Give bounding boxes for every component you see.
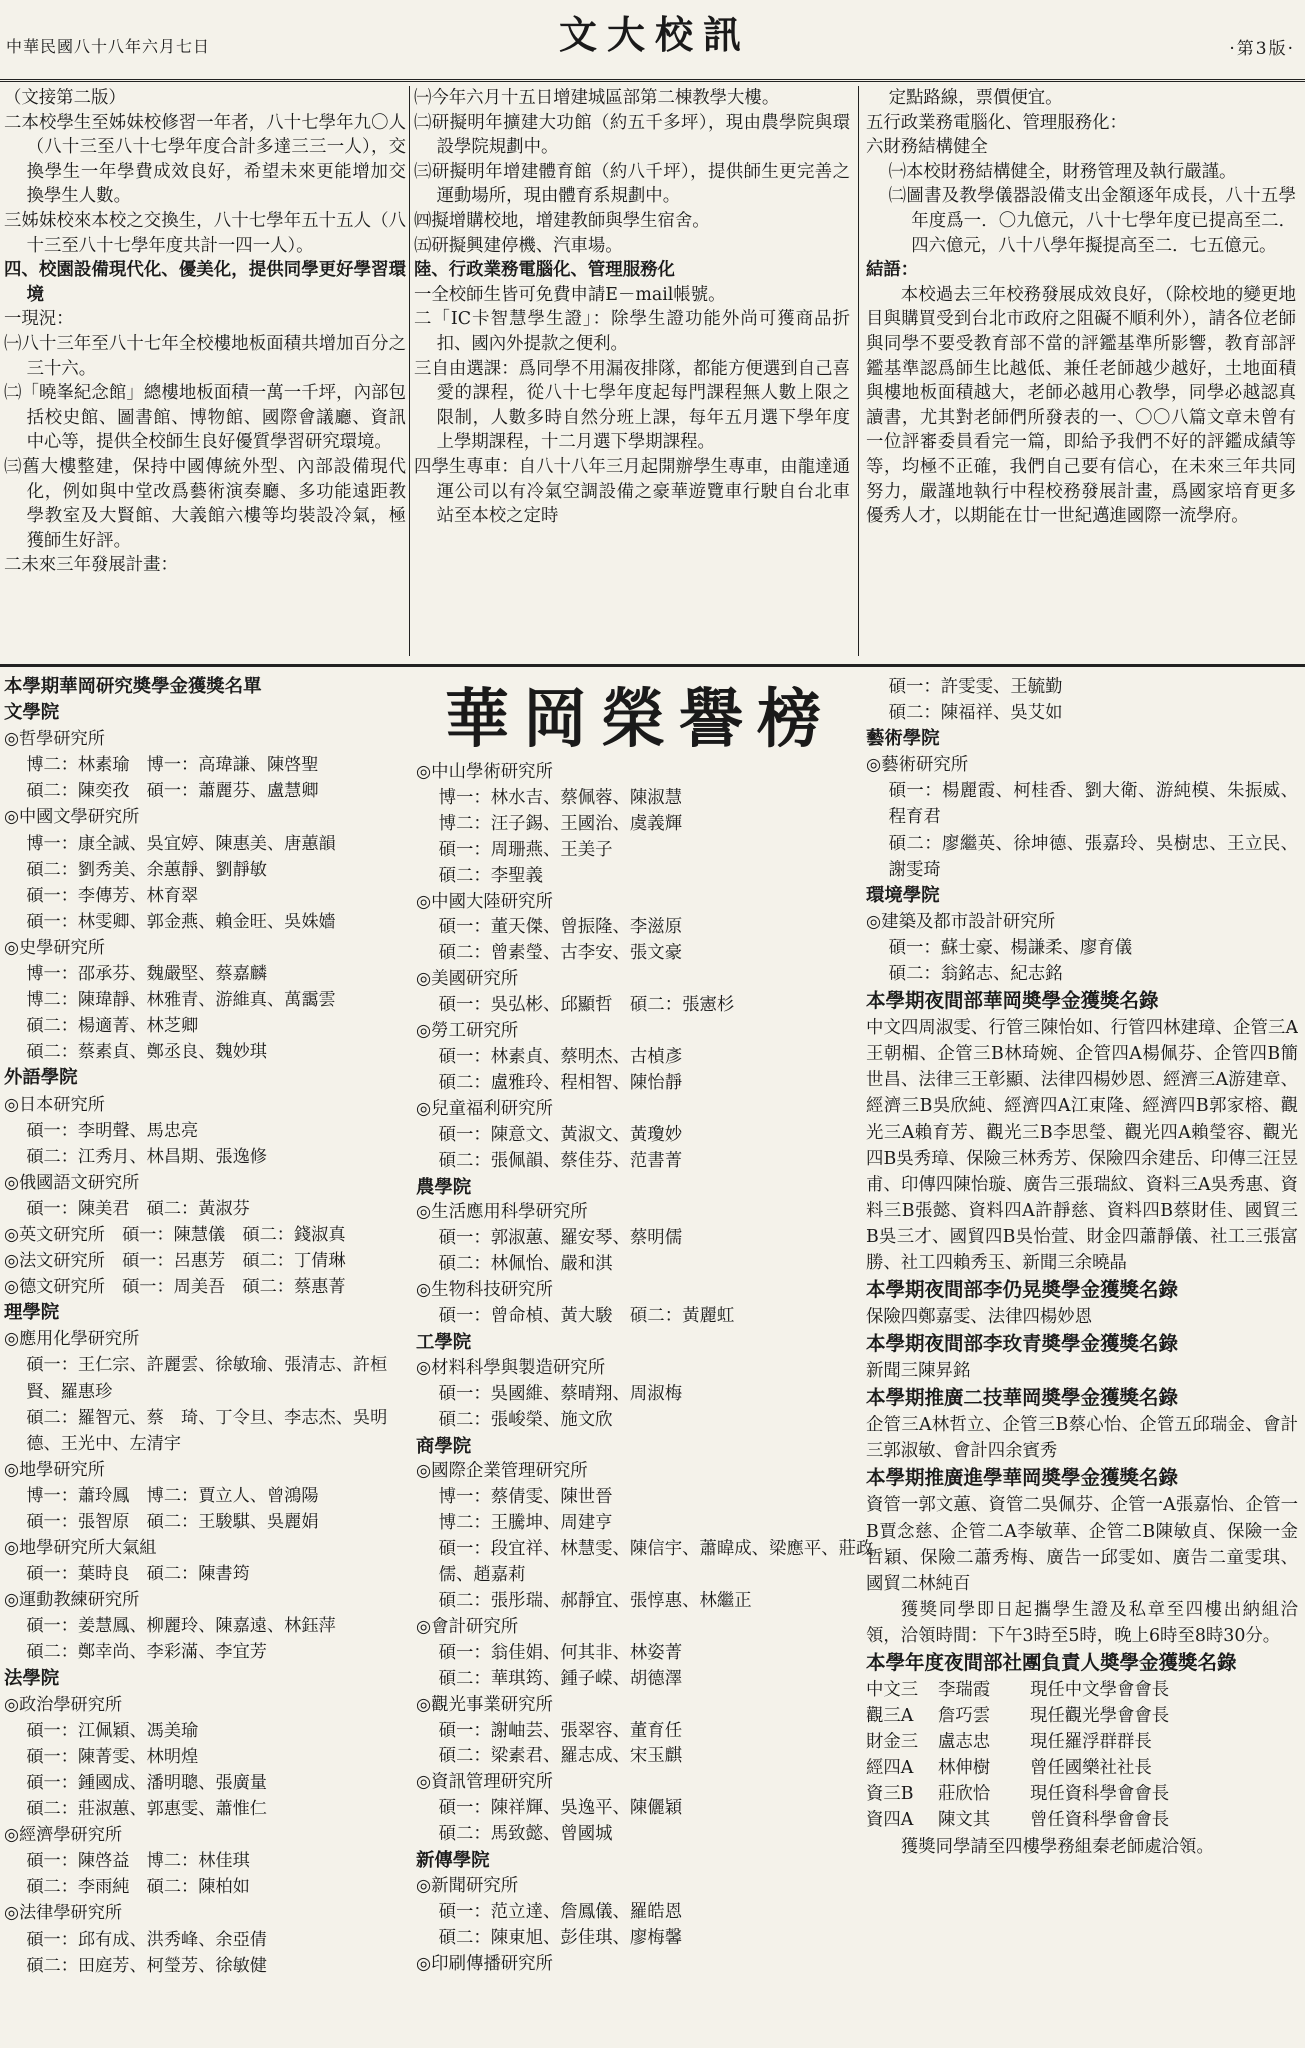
class-name: 觀三A bbox=[866, 1706, 914, 1727]
recipient-line: 碩二：劉秀美、余蕙靜、劉靜敏 bbox=[26, 859, 267, 880]
recipient-line: 碩一：蘇士豪、楊謙柔、廖育儀 bbox=[888, 937, 1133, 958]
recipient-line: 碩一：郭淑蕙、羅安琴、蔡明儒 bbox=[438, 1228, 683, 1249]
research-scholarship-list-continued bbox=[416, 760, 876, 2044]
club-award-row bbox=[866, 1755, 1298, 1781]
institute-name: ◎英文研究所 碩一：陳慧儀 碩二：錢淑真 bbox=[4, 1224, 346, 1245]
club-award-row bbox=[866, 1703, 1298, 1729]
institute-name: ◎俄國語文研究所 bbox=[4, 1172, 140, 1193]
paragraph: ㈣擬增購校地，增建教師與學生宿舍。 bbox=[414, 210, 710, 231]
college-heading: 商學院 bbox=[416, 1435, 472, 1457]
recipient-line: 碩二：莊淑蕙、郭惠雯、蕭惟仁 bbox=[26, 1799, 267, 1820]
institute-name: ◎地學研究所 bbox=[4, 1459, 105, 1480]
section-divider bbox=[0, 664, 1305, 667]
institute-name: ◎國際企業管理研究所 bbox=[416, 1461, 588, 1482]
paragraph: 本校過去三年校務發展成效良好，（除校地的變更地目與購買受到台北市政府之阻礙不順利外），請各位老師與同學不要受教育部不當的評鑑基準所影響，教育部評鑑基準認爲師生比越低、兼任老師越少越好，土地面積與樓地板面積越大，老師必越用心教學，同學必越認真讀書，尤其對老師們所發表的一、〇〇八篇文章未曾有一位評審委員看完一篇，即給予我們不好的評鑑成績等等，均極不正確，我們自己要有信心，在未來三年共同努力，嚴謹地執行中程校務發展計畫，爲國家培育更多優秀人才，以期能在廿一世紀邁進國際一流學府。 bbox=[866, 284, 1296, 527]
award-list bbox=[866, 674, 1298, 987]
page-number: ·第3版· bbox=[1229, 39, 1295, 59]
recipient-line: 碩一：曾命楨、黃大駿 碩二：黃麗虹 bbox=[438, 1306, 735, 1327]
honor-roll-banner: 華岡榮譽榜 bbox=[445, 683, 835, 757]
class-name: 財金三 bbox=[866, 1732, 919, 1753]
recipient-name: 盧志忠 bbox=[938, 1732, 991, 1753]
institute-name: ◎勞工研究所 bbox=[416, 1021, 519, 1042]
recipient-name: 李瑞霞 bbox=[938, 1680, 991, 1700]
award-list bbox=[4, 700, 414, 1979]
paragraph: ㈠八十三年至八十七年全校樓地板面積共增加百分之三十六。 bbox=[4, 333, 406, 379]
recipient-name: 詹巧雲 bbox=[938, 1706, 991, 1727]
institute-name: ◎資訊管理研究所 bbox=[416, 1772, 553, 1793]
institute-name: ◎會計研究所 bbox=[416, 1616, 519, 1637]
recipient-name: 莊欣恰 bbox=[938, 1784, 991, 1805]
recipient-line: 碩二：田庭芳、柯瑩芳、徐敏健 bbox=[26, 1955, 267, 1976]
paragraph: 定點路線，票價便宜。 bbox=[888, 88, 1063, 108]
club-award-list bbox=[866, 1677, 1298, 1834]
club-award-row bbox=[866, 1807, 1298, 1833]
recipient-line: 碩二：江秀月、林昌期、張逸修 bbox=[26, 1146, 267, 1167]
recipient-line: 碩一：鍾國成、潘明聰、張廣量 bbox=[26, 1772, 267, 1793]
recipient-line: 碩一：范立達、詹鳳儀、羅皓恩 bbox=[438, 1901, 683, 1922]
recipient-line: 碩一：林雯卿、郭金燕、賴金旺、吳姝嬙 bbox=[26, 911, 336, 932]
recipient-line: 碩二：曾素瑩、古李安、張文豪 bbox=[438, 943, 683, 964]
recipient-line: 博一：蔡倩雯、陳世晉 bbox=[438, 1487, 613, 1508]
list-title: 本學期華岡研究奬學金獲獎名單 bbox=[4, 676, 262, 697]
recipient-line: 碩一：吳國維、蔡晴翔、周淑梅 bbox=[438, 1383, 683, 1404]
recipient-line: 碩一：陳意文、黃淑文、黃瓊妙 bbox=[438, 1124, 683, 1145]
recipient-line: 碩一：段宜祥、林慧雯、陳信宇、蕭暐成、梁應平、莊政儒、趙嘉莉 bbox=[438, 1539, 874, 1586]
recipient-line: 碩二：張彤瑞、郝靜宜、張惇惠、林繼正 bbox=[438, 1591, 752, 1611]
column-divider bbox=[858, 86, 859, 656]
institute-name: ◎政治學研究所 bbox=[4, 1694, 123, 1715]
recipient-line: 碩二：梁素君、羅志成、宋玉麒 bbox=[438, 1746, 683, 1767]
institute-name: ◎藝術研究所 bbox=[866, 755, 969, 776]
institute-name: ◎地學研究所大氣組 bbox=[4, 1538, 157, 1559]
institute-name: ◎中國文學研究所 bbox=[4, 807, 140, 828]
paragraph: ㈢舊大樓整建，保持中國傳統外型、內部設備現代化，例如與中堂改爲藝術演奏廳、多功能遠距教學教室及大賢館、大義館六樓等均裝設冷氣，極獲師生好評。 bbox=[4, 456, 406, 551]
paragraph: 二未來三年發展計畫： bbox=[4, 555, 178, 576]
recipient-line: 碩一：王仁宗、許麗雲、徐敏瑜、張清志、許桓賢、羅惠珍 bbox=[26, 1355, 388, 1402]
institute-name: ◎運動教練研究所 bbox=[4, 1590, 140, 1611]
recipient-line: 碩一：董天傑、曾振隆、李滋原 bbox=[438, 917, 683, 938]
recipient-line: 博一：蕭玲鳳 博二：賈立人、曾鴻陽 bbox=[26, 1485, 319, 1506]
recipient-line: 碩二：陳東旭、彭佳琪、廖梅馨 bbox=[438, 1927, 683, 1948]
recipient-line: 碩一：陳祥輝、吳逸平、陳儷穎 bbox=[438, 1798, 683, 1819]
club-award-row bbox=[866, 1781, 1298, 1807]
class-name: 經四A bbox=[866, 1758, 914, 1779]
institute-name: ◎生活應用科學研究所 bbox=[416, 1202, 588, 1223]
paragraph: ㈤研擬興建停機、汽車場。 bbox=[414, 235, 623, 256]
institute-name: ◎觀光事業研究所 bbox=[416, 1694, 553, 1715]
recipient-line: 碩一：陳菁雯、林明煌 bbox=[26, 1746, 199, 1767]
scholarship-right-column bbox=[866, 674, 1298, 2044]
college-heading: 新傳學院 bbox=[416, 1850, 490, 1872]
top-column-3 bbox=[866, 86, 1296, 656]
paragraph: 三自由選課：爲同學不用漏夜排隊，都能方便選到自己喜愛的課程，從八十七學年度起每門課程無人數上限之限制，人數多時自然分班上課，每年五月選下學年度上學期課程，十二月選下學期課程。 bbox=[414, 358, 850, 453]
list-title: 本學期推廣進學華岡奬學金獲獎名錄 bbox=[866, 1466, 1179, 1490]
recipient-line: 碩二：林佩怡、嚴和淇 bbox=[438, 1254, 613, 1275]
pickup-notice: 獲獎同學請至四樓學務組秦老師處洽領。 bbox=[900, 1836, 1214, 1857]
college-heading: 農學院 bbox=[416, 1176, 472, 1198]
list-title: 本學期夜間部華岡奬學金獲獎名錄 bbox=[866, 989, 1159, 1013]
club-role: 現任羅浮群群長 bbox=[1030, 1732, 1152, 1753]
club-role: 曾任國樂社社長 bbox=[1030, 1758, 1152, 1779]
paragraph: ㈢研擬明年增建體育館（約八千坪），提供師生更完善之運動場所，現由體育系規劃中。 bbox=[414, 161, 850, 207]
paragraph: ㈡「曉峯紀念館」總樓地板面積一萬一千坪，內部包括校史館、圖書館、博物館、國際會議廳、資訊中心等，提供全校師生良好優質學習研究環境。 bbox=[4, 383, 406, 453]
club-role: 現任觀光學會會長 bbox=[1030, 1706, 1170, 1727]
paragraph: 二本校學生至姊妹校修習一年者，八十七學年九〇人（八十三至八十七學年度合計多達三三一人），交換學生一年學費成效良好，希望未來更能增加交換學生人數。 bbox=[4, 112, 406, 207]
recipient-line: 碩一：吳弘彬、邱顯哲 碩二：張憲杉 bbox=[438, 995, 735, 1016]
recipient-line: 碩二：李聖義 bbox=[438, 865, 543, 886]
list-title: 本學年度夜間部社團負責人奬學金獲獎名錄 bbox=[866, 1651, 1237, 1674]
recipient-line: 碩二：陳奕孜 碩一：蕭麗芬、盧慧卿 bbox=[26, 781, 319, 802]
recipient-line: 碩一：楊麗霞、柯桂香、劉大衛、游純模、朱振威、程育君 bbox=[888, 781, 1298, 828]
institute-name: ◎德文研究所 碩一：周美吾 碩二：蔡惠菁 bbox=[4, 1277, 346, 1298]
issue-date: 中華民國八十八年六月七日 bbox=[6, 37, 211, 56]
recipient-line: 碩一：翁佳娟、何其非、林姿菁 bbox=[438, 1642, 683, 1663]
recipient-line: 碩二：翁銘志、紀志銘 bbox=[888, 964, 1063, 985]
paragraph: ㈠今年六月十五日增建城區部第二棟教學大樓。 bbox=[414, 88, 780, 108]
paragraph: ㈡圖書及教學儀器設備支出金額逐年成長，八十五學年度爲一．〇九億元，八十七學年度已提高至二．四六億元，八十八學年擬提高至二．七五億元。 bbox=[888, 186, 1296, 256]
paragraph: （文接第二版） bbox=[4, 88, 126, 108]
recipient-line: 碩二：陳福祥、吳艾如 bbox=[888, 703, 1063, 724]
institute-name: ◎經濟學研究所 bbox=[4, 1825, 123, 1846]
institute-name: ◎中山學術研究所 bbox=[416, 762, 553, 782]
list-title: 本學期夜間部李仍晃奬學金獲獎名錄 bbox=[866, 1278, 1179, 1302]
paragraph: 六財務結構健全 bbox=[866, 137, 988, 158]
section-heading: 四、校園設備現代化、優美化，提供同學更好學習環境 bbox=[4, 260, 406, 305]
college-heading: 環境學院 bbox=[866, 884, 940, 906]
recipient-line: 碩二：鄭幸尚、李彩滿、李宜芳 bbox=[26, 1642, 267, 1663]
recipient-line: 碩二：楊適菁、林芝卿 bbox=[26, 1016, 199, 1037]
recipient-line: 碩一：邱有成、洪秀峰、余亞倩 bbox=[26, 1929, 267, 1950]
club-award-row bbox=[866, 1729, 1298, 1755]
college-heading: 工學院 bbox=[416, 1331, 472, 1353]
institute-name: ◎建築及都市設計研究所 bbox=[866, 911, 1056, 932]
paragraph: 一全校師生皆可免費申請E－mail帳號。 bbox=[414, 284, 726, 305]
award-names: 保險四鄭嘉雯、法律四楊妙恩 bbox=[866, 1307, 1093, 1328]
recipient-line: 碩一：陳美君 碩二：黃淑芬 bbox=[26, 1198, 250, 1219]
top-column-2 bbox=[414, 86, 850, 656]
institute-name: ◎材料科學與製造研究所 bbox=[416, 1357, 606, 1378]
paper-title: 文大校訊 bbox=[558, 13, 751, 57]
top-column-1 bbox=[4, 86, 406, 656]
club-role: 現任資科學會會長 bbox=[1030, 1784, 1170, 1805]
institute-name: ◎新聞研究所 bbox=[416, 1875, 519, 1896]
recipient-line: 碩二：張佩韻、蔡佳芬、范書菁 bbox=[438, 1150, 683, 1171]
paragraph: 三姊妹校來本校之交換生，八十七學年五十五人（八十三至八十七學年度共計一四一人）。 bbox=[4, 210, 406, 256]
recipient-line: 博二：陳瑋靜、林雅青、游維真、萬靄雲 bbox=[26, 990, 336, 1011]
award-names: 中文四周淑雯、行管三陳怡如、行管四林建璋、企管三A王朝楣、企管三B林琦婉、企管四A楊佩芬、企管四B簡世昌、法律三王彰顯、法律四楊妙恩、經濟三A游建章、經濟三B吳欣純、經濟四A江東隆、經濟四B郭家榕、觀光三A賴育芳、觀光三B李思瑩、觀光四A賴瑩容、觀光四B吳秀璋、保險三林秀芳、保險四余建岳、印傳三汪昱甫、印傳四陳怡璇、廣告三張瑞紋、資料三A吳秀惠、資料三B張懿、資料四A許靜慈、資料四B蔡財佳、國貿三B吳三才、國貿四B吳怡萱、財金四蕭靜儀、社工三張富勝、社工四賴秀玉、新聞三余曉晶 bbox=[866, 1018, 1298, 1273]
club-role: 曾任資科學會會長 bbox=[1030, 1810, 1170, 1831]
class-name: 資三B bbox=[866, 1784, 914, 1805]
section-heading: 陸、行政業務電腦化、管理服務化 bbox=[414, 260, 675, 281]
award-names: 資管一郭文蕙、資管二吳佩芬、企管一A張嘉怡、企管一B賈念慈、企管二A李敏華、企管二B陳敏貞、保險一金哲穎、保險二蕭秀梅、廣告一邱雯如、廣告二童雯琪、國貿二林純百 bbox=[866, 1495, 1298, 1594]
recipient-line: 碩二：盧雅玲、程相智、陳怡靜 bbox=[438, 1072, 683, 1093]
recipient-line: 碩一：林素貞、蔡明杰、古楨彥 bbox=[438, 1046, 683, 1067]
college-heading: 藝術學院 bbox=[866, 728, 940, 750]
recipient-line: 碩二：羅智元、蔡 琦、丁令旦、李志杰、吳明德、王光中、左清宇 bbox=[26, 1407, 388, 1454]
recipient-line: 碩一：周珊燕、王美子 bbox=[438, 839, 613, 860]
institute-name: ◎法律學研究所 bbox=[4, 1903, 123, 1924]
institute-name: ◎生物科技研究所 bbox=[416, 1280, 553, 1301]
institute-name: ◎美國研究所 bbox=[416, 969, 519, 990]
award-list bbox=[416, 760, 876, 1978]
recipient-line: 博一：康全誠、吳宜婷、陳惠美、唐蕙韻 bbox=[26, 833, 336, 854]
college-heading: 外語學院 bbox=[4, 1067, 78, 1089]
recipient-line: 碩一：謝岫芸、張翠容、董育任 bbox=[438, 1720, 683, 1741]
institute-name: ◎哲學研究所 bbox=[4, 729, 105, 750]
institute-name: ◎印刷傳播研究所 bbox=[416, 1953, 553, 1974]
paragraph: ㈡研擬明年擴建大功館（約五千多坪），現由農學院與環設學院規劃中。 bbox=[414, 112, 850, 158]
recipient-line: 碩二：廖繼英、徐坤德、張嘉玲、吳樹忠、王立民、謝雯琦 bbox=[888, 833, 1298, 880]
recipient-line: 碩一：李傳芳、林育翠 bbox=[26, 885, 199, 906]
award-names: 新聞三陳昇銘 bbox=[866, 1361, 971, 1382]
recipient-line: 碩一：張智原 碩二：王駿騏、吳麗娟 bbox=[26, 1512, 319, 1532]
pickup-notice: 獲獎同學即日起攜學生證及私章至四樓出納組洽領，洽領時間：下午3時至5時，晚上6時至8時30分。 bbox=[866, 1599, 1298, 1646]
institute-name: ◎史學研究所 bbox=[4, 937, 105, 958]
recipient-line: 碩一：李明聲、馬忠亮 bbox=[26, 1120, 199, 1141]
club-award-row bbox=[866, 1677, 1298, 1703]
recipient-line: 碩一：許雯雯、王毓勤 bbox=[888, 677, 1063, 697]
class-name: 中文三 bbox=[866, 1680, 919, 1700]
institute-name: ◎日本研究所 bbox=[4, 1094, 105, 1115]
recipient-name: 陳文其 bbox=[938, 1810, 991, 1831]
institute-name: ◎兒童福利研究所 bbox=[416, 1098, 553, 1119]
recipient-line: 碩二：張峻榮、施文欣 bbox=[438, 1409, 613, 1430]
recipient-line: 碩一：姜慧鳳、柳麗玲、陳嘉遠、林鈺萍 bbox=[26, 1616, 336, 1637]
masthead bbox=[0, 0, 1305, 82]
recipient-line: 博二：王騰坤、周建亨 bbox=[438, 1513, 613, 1534]
research-scholarship-list bbox=[4, 674, 414, 2044]
list-title: 本學期推廣二技華岡奬學金獲獎名錄 bbox=[866, 1386, 1179, 1410]
section-heading: 結語： bbox=[866, 260, 919, 281]
recipient-line: 碩二：馬致懿、曾國城 bbox=[438, 1824, 613, 1845]
recipient-line: 碩二：李雨純 碩二：陳柏如 bbox=[26, 1877, 250, 1898]
recipient-line: 碩一：葉時良 碩二：陳書筠 bbox=[26, 1564, 250, 1585]
recipient-line: 碩二：華琪筠、鍾子嵘、胡德澤 bbox=[438, 1668, 683, 1689]
recipient-line: 博二：汪子錫、王國治、虞義輝 bbox=[438, 813, 683, 834]
college-heading: 理學院 bbox=[4, 1302, 60, 1324]
recipient-line: 博二：林素瑜 博一：高瑋謙、陳啓聖 bbox=[26, 755, 319, 776]
paragraph: 五行政業務電腦化、管理服務化： bbox=[866, 112, 1127, 133]
recipient-line: 碩一：陳啓益 博二：林佳琪 bbox=[26, 1851, 250, 1872]
recipient-line: 碩一：江佩穎、馮美瑜 bbox=[26, 1720, 199, 1741]
college-heading: 文學院 bbox=[4, 702, 60, 724]
college-heading: 法學院 bbox=[4, 1667, 60, 1689]
paragraph: 一現況： bbox=[4, 309, 74, 330]
institute-name: ◎應用化學研究所 bbox=[4, 1329, 140, 1350]
column-divider bbox=[409, 86, 410, 656]
paragraph: 四學生專車：自八十八年三月起開辦學生專車，由龍達通運公司以有冷氣空調設備之豪華遊覽車行駛自台北車站至本校之定時 bbox=[414, 456, 850, 527]
paragraph: 二「IC卡智慧學生證」：除學生證功能外尚可獲商品折扣、國內外提款之便利。 bbox=[414, 309, 850, 354]
award-names: 企管三A林哲立、企管三B蔡心怡、企管五邱瑞金、會計三郭淑敏、會計四余賓秀 bbox=[866, 1415, 1298, 1462]
recipient-name: 林伸樹 bbox=[938, 1758, 991, 1779]
paragraph: ㈠本校財務結構健全，財務管理及執行嚴謹。 bbox=[888, 161, 1237, 182]
list-title: 本學期夜間部李玫青奬學金獲獎名錄 bbox=[866, 1332, 1179, 1356]
institute-name: ◎法文研究所 碩一：呂惠芳 碩二：丁倩琳 bbox=[4, 1251, 346, 1272]
recipient-line: 碩二：蔡素貞、鄭丞良、魏妙琪 bbox=[26, 1042, 267, 1063]
institute-name: ◎中國大陸研究所 bbox=[416, 891, 553, 912]
club-role: 現任中文學會會長 bbox=[1030, 1680, 1170, 1700]
recipient-line: 博一：邵承芬、魏嚴堅、蔡嘉麟 bbox=[26, 964, 267, 985]
recipient-line: 博一：林水吉、蔡佩蓉、陳淑慧 bbox=[438, 787, 683, 808]
class-name: 資四A bbox=[866, 1810, 914, 1831]
